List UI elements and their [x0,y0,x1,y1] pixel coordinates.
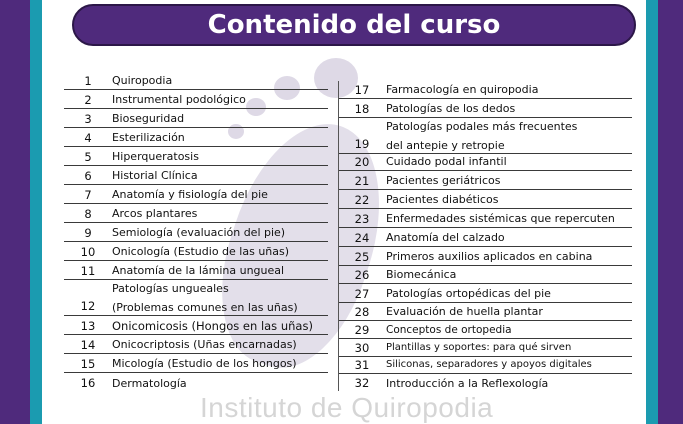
topic-row [338,118,632,154]
topic-row [338,339,632,357]
topic-number: 1 [84,73,92,88]
topic-number: 24 [354,230,370,245]
topic-row [64,317,328,335]
topic-number: 9 [84,225,92,240]
page-title: Contenido del curso [207,10,501,40]
topic-title-line-2: del antepie y retropie [386,139,505,152]
topic-number: 8 [84,206,92,221]
topic-number: 27 [354,286,370,301]
topic-title: Introducción a la Reflexología [386,376,549,390]
topic-row [64,91,328,109]
topic-title: Pacientes geriátricos [386,174,501,187]
topic-number: 10 [80,244,96,259]
institute-watermark-text: Instituto de Quiropodia [200,392,494,423]
topic-number: 3 [84,111,92,126]
topic-number: 15 [80,356,96,371]
topic-row [64,355,328,373]
topic-title: Hiperqueratosis [112,150,199,163]
topic-number: 32 [354,376,370,390]
topic-number: 30 [354,340,370,355]
topic-number: 20 [354,154,370,169]
topic-title: Patologías podales más frecuentes [386,120,578,133]
topic-title: Esterilización [112,131,185,144]
topic-number: 14 [80,337,96,352]
topic-title: Biomecánica [386,268,457,281]
topic-row [64,167,328,185]
topic-row [338,303,632,321]
topic-number: 12 [80,299,96,313]
topic-number: 23 [354,211,370,226]
topic-title: Siliconas, separadores y apoyos digitales [386,359,592,370]
topic-number: 2 [84,92,92,107]
topic-row [64,110,328,128]
topic-number: 13 [80,318,96,333]
topic-title: Bioseguridad [112,112,185,125]
topic-title: Enfermedades sistémicas que repercuten [386,212,615,225]
left-teal-border [30,0,42,424]
topic-title: Anatomía y fisiología del pie [112,188,268,201]
topic-title: Onicomicosis (Hongos en las uñas) [112,318,313,333]
topic-row [338,321,632,339]
topic-title: Plantillas y soportes: para qué sirven [386,342,572,353]
topic-number: 5 [84,149,92,164]
topic-title: Patologías ortopédicas del pie [386,287,551,300]
topic-row [338,356,632,374]
topic-row [338,210,632,228]
right-teal-border [646,0,658,424]
topic-row [338,229,632,247]
course-content-sheet [42,0,646,424]
topic-number: 19 [354,137,370,151]
topic-number: 22 [354,192,370,207]
topic-number: 4 [84,130,92,145]
topic-number: 18 [354,101,370,116]
topic-title: Farmacología en quiropodia [386,83,539,96]
topic-row [64,280,328,316]
topic-title: Anatomía del calzado [386,231,505,244]
topic-number: 29 [354,322,370,337]
topic-title: Conceptos de ortopedia [386,323,512,336]
topic-row [338,266,632,284]
topic-number: 7 [84,187,92,202]
topic-number: 6 [84,168,92,183]
topic-title: Micología (Estudio de los hongos) [112,357,297,370]
topic-row [64,374,328,392]
topic-row [64,262,328,280]
topic-title: Cuidado podal infantil [386,155,507,168]
topic-row [64,336,328,354]
topic-number: 11 [80,263,96,278]
topic-row [64,243,328,261]
topic-row [338,285,632,303]
topic-row [338,100,632,118]
topic-title: Anatomía de la lámina ungueal [112,264,285,277]
topic-row [338,81,632,99]
topic-number: 16 [80,376,96,390]
topic-title: Onicología (Estudio de las uñas) [112,245,290,258]
topic-title: Patologías de los dedos [386,102,516,115]
topic-title: Historial Clínica [112,169,198,182]
topic-row [64,148,328,166]
topic-title: Onicocriptosis (Uñas encarnadas) [112,338,297,351]
topic-row [338,153,632,171]
topic-number: 21 [354,173,370,188]
topic-title: Patologías ungueales [112,282,229,295]
topic-title: Instrumental podológico [112,93,246,106]
topic-row [338,248,632,266]
topic-title: Quiropodia [112,74,173,87]
topic-number: 25 [354,249,370,264]
topic-title: Primeros auxilios aplicados en cabina [386,250,593,263]
topic-title: Pacientes diabéticos [386,193,499,206]
topic-number: 31 [354,357,370,372]
topic-row [64,129,328,147]
topic-row [338,191,632,209]
topic-number: 28 [354,304,370,319]
topic-title: Semiología (evaluación del pie) [112,226,286,239]
topic-row [338,374,632,392]
title-banner [72,4,636,46]
topic-number: 26 [354,267,370,282]
topic-number: 17 [354,82,370,97]
topic-row [64,186,328,204]
topic-row [64,224,328,242]
topic-title-line-2: (Problemas comunes en las uñas) [112,301,298,314]
right-column-divider [338,81,339,391]
topic-row [64,72,328,90]
topic-title: Arcos plantares [112,207,198,220]
topic-title: Dermatología [112,376,187,390]
topic-row [64,205,328,223]
topic-row [338,172,632,190]
topic-title: Evaluación de huella plantar [386,305,543,318]
